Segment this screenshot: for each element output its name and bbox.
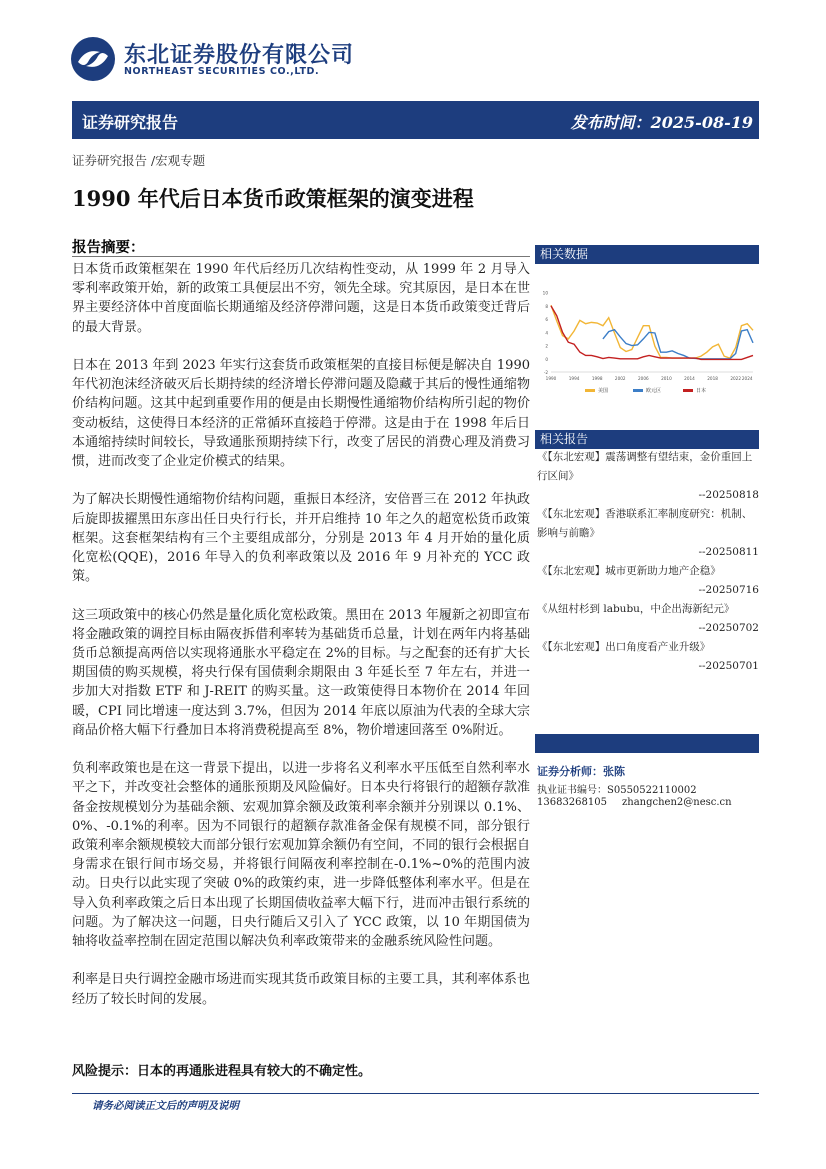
report-title[interactable]: 《从纽村杉到 labubu，中企出海新纪元》 xyxy=(537,603,735,615)
x-tick-label: 1998 xyxy=(591,376,603,381)
publish-date: 发布时间：2025-08-19 xyxy=(570,113,753,132)
x-tick-label: 2002 xyxy=(614,376,626,381)
report-link[interactable] xyxy=(537,600,759,638)
summary-paragraph: 利率是日央行调控金融市场进而实现其货币政策目标的主要工具，其利率体系也经历了较长时间的发展。 xyxy=(72,972,530,1007)
y-tick-label: 0 xyxy=(545,356,548,362)
x-tick-label: 2014 xyxy=(684,376,695,381)
report-date: --20250716 xyxy=(698,584,759,596)
report-header-bar xyxy=(72,101,759,139)
policy-rate-chart xyxy=(537,280,759,402)
legend-swatch xyxy=(585,389,595,392)
legend-swatch xyxy=(633,389,643,392)
related-data-header: 相关数据 xyxy=(535,245,759,264)
legend-label: 日本 xyxy=(696,388,707,394)
x-tick-label: 2018 xyxy=(707,376,718,381)
report-title[interactable]: 《【东北宏观】香港联系汇率制度研究：机制、影响与前瞻》 xyxy=(537,508,753,539)
summary-divider xyxy=(72,256,530,257)
analyst-email[interactable]: zhangchen2@nesc.cn xyxy=(622,797,732,808)
report-link[interactable] xyxy=(537,562,759,600)
company-name-cn: 东北证券股份有限公司 xyxy=(124,43,355,68)
y-tick-label: 10 xyxy=(542,290,548,296)
summary-heading: 报告摘要： xyxy=(72,239,145,256)
report-link[interactable] xyxy=(537,448,759,505)
y-tick-label: 4 xyxy=(545,330,548,336)
report-title[interactable]: 《【东北宏观】震荡调整有望结束，金价重回上行区间》 xyxy=(537,451,753,482)
y-tick-label: -2 xyxy=(543,370,548,375)
related-reports-header: 相关报告 xyxy=(535,430,759,449)
footer-divider xyxy=(72,1093,759,1094)
x-tick-label: 1990 xyxy=(545,376,557,381)
company-name-en: NORTHEAST SECURITIES CO.,LTD. xyxy=(124,66,320,77)
summary-paragraph: 为了解决长期慢性通缩物价结构问题，重振日本经济，安倍晋三在 2012 年执政后旋即拔擢黑田东彦出任日央行行长，并开启维持 10 年之久的超宽松货币政策框架。这套框架结构有三个主要组成部分，分别是 2013 年 4 月开始的量化质化宽松(QQE)，2016 年导入的负利率政策以及 2016 年 9 月补充的 YCC 政策。 xyxy=(72,492,530,585)
series-line-欧元区 xyxy=(603,330,753,359)
breadcrumb: 证券研究报告 /宏观专题 xyxy=(72,153,206,168)
report-title[interactable]: 《【东北宏观】出口角度看产业升级》 xyxy=(537,641,711,653)
footer-disclaimer: 请务必阅读正文后的声明及说明 xyxy=(92,1100,239,1112)
x-tick-label: 2010 xyxy=(661,376,672,381)
summary-paragraph: 日本货币政策框架在 1990 年代后经历几次结构性变动，从 1999 年 2 月导入零利率政策开始，新的政策工具便层出不穷，领先全球。究其原因，是日本在世界主要经济体中首度面临长期通缩及经济停滞问题，这是日本货币政策变迁背后的最大背景。 xyxy=(72,262,530,335)
legend-swatch xyxy=(683,389,693,392)
page-title: 1990 年代后日本货币政策框架的演变进程 xyxy=(72,186,474,211)
analyst-name: 证券分析师：张陈 xyxy=(537,765,625,778)
risk-warning: 风险提示：日本的再通胀进程具有较大的不确定性。 xyxy=(72,1064,372,1079)
report-date: --20250818 xyxy=(698,489,759,501)
summary-paragraph: 这三项政策中的核心仍然是量化质化宽松政策。黑田在 2013 年履新之初即宣布将金融政策的调控目标由隔夜拆借利率转为基础货币总量，计划在两年内将基础货币总额提高两倍以实现将通胀水平稳定在 2%的目标。与之配套的还有扩大长期国债的购买规模，将央行保有国债剩余期限由 3 年延长至 7 年左右，并进一步加大对指数 ETF 和 J-REIT 的购买量。这一政策使得日本物价在 2014 年回暖，CPI 同比增速一度达到 3.7%，但因为 2014 年底以原油为代表的全球大宗商品价格大幅下行叠加日本将消费税提高至 8%，物价增速回落至 0%附近。 xyxy=(72,607,530,738)
analyst-phone: 13683268105 xyxy=(537,797,607,808)
summary-paragraph: 日本在 2013 年到 2023 年实行这套货币政策框架的直接目标便是解决自 1990 年代初泡沫经济破灭后长期持续的经济增长停滞问题及隐藏于其后的慢性通缩物价结构问题。这其中起到重要作用的便是由长期慢性通缩物价结构所引起的物价变动板结，这使得日本经济的正常循环直接趋于停滞。这是由于在 1998 年后日本通缩持续时间较长，导致通胀预期持续下行，改变了居民的消费心理及消费习惯，进而改变了企业定价模式的结果。 xyxy=(72,358,530,470)
report-date: --20250811 xyxy=(698,546,759,558)
x-tick-label: 2024 xyxy=(741,376,753,381)
y-tick-label: 8 xyxy=(545,303,548,309)
x-tick-label: 2006 xyxy=(638,376,649,381)
report-date: --20250702 xyxy=(698,622,759,634)
y-tick-label: 6 xyxy=(545,317,548,323)
legend-label: 欧元区 xyxy=(646,388,662,394)
report-link[interactable] xyxy=(537,505,759,562)
report-link[interactable] xyxy=(537,638,759,676)
summary-body xyxy=(72,260,530,1009)
report-date: --20250701 xyxy=(698,660,759,672)
report-type-label: 证券研究报告 xyxy=(82,113,179,132)
report-title[interactable]: 《【东北宏观】城市更新助力地产企稳》 xyxy=(537,565,721,577)
logo-icon xyxy=(70,36,116,82)
analyst-cert: 执业证书编号：S0550522110002 xyxy=(537,785,697,796)
legend-label: 美国 xyxy=(598,388,609,394)
x-tick-label: 1994 xyxy=(568,376,580,381)
series-line-美国 xyxy=(551,305,753,358)
y-tick-label: 2 xyxy=(545,343,548,349)
related-reports-list xyxy=(537,448,759,676)
summary-paragraph: 负利率政策也是在这一背景下提出，以进一步将名义利率水平压低至自然利率水平之下，并改变社会整体的通胀预期及风险偏好。日本央行将银行的超额存款准备金按规模划分为基础余额、宏观加算余额及政策利率余额并分别课以 0.1%、0%、-0.1%的利率。因为不同银行的超额存款准备金保有规模不同，部分银行政策利率余额规模较大而部分银行宏观加算余额仍有空间，不同的银行会根据自身需求在银行间市场交易，并将银行间隔夜利率控制在-0.1%~0%的范围内波动。日央行以此实现了突破 0%的政策约束，进一步降低整体利率水平。但是在导入负利率政策之后日本出现了长期国债收益率大幅下行，进而冲击银行系统的问题。为了解决这一问题，日央行随后又引入了 YCC 政策，以 10 年期国债为轴将收益率控制在固定范围以解决负利率政策带来的金融系统风险性问题。 xyxy=(72,761,530,950)
x-tick-label: 2022 xyxy=(730,376,742,381)
analyst-bar xyxy=(535,734,759,753)
